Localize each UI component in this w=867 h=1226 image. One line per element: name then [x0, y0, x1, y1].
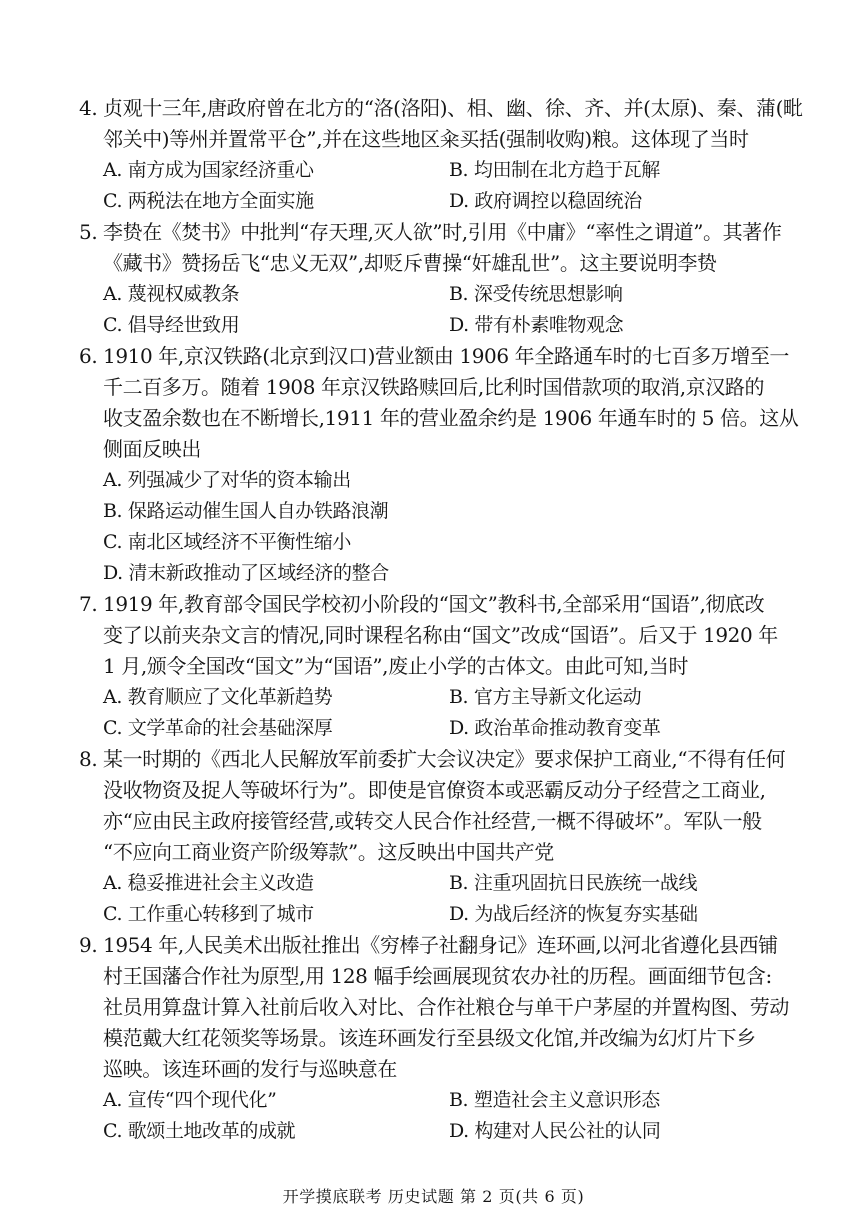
- question-6-text-line-3: 收支盈余数也在不断增长,1911 年的营业盈余约是 1906 年通车时的 5 倍。这从: [103, 406, 799, 430]
- question-9-option-c[interactable]: C. 歌颂土地改革的成就: [103, 1120, 296, 1142]
- question-8-option-d[interactable]: D. 为战后经济的恢复夯实基础: [449, 903, 698, 925]
- question-9-option-b[interactable]: B. 塑造社会主义意识形态: [449, 1089, 660, 1111]
- page-footer: 开学摸底联考 历史试题 第 2 页(共 6 页): [282, 1187, 585, 1206]
- question-6-option-b[interactable]: B. 保路运动催生国人自办铁路浪潮: [103, 500, 389, 522]
- question-6-option-c[interactable]: C. 南北区域经济不平衡性缩小: [103, 531, 351, 553]
- question-4-option-a[interactable]: A. 南方成为国家经济重心: [103, 159, 314, 181]
- question-4-option-b[interactable]: B. 均田制在北方趋于瓦解: [449, 159, 660, 181]
- question-9-number: 9.: [79, 933, 98, 957]
- question-9-text-line-4: 模范戴大红花领奖等场景。该连环画发行至县级文化馆,并改编为幻灯片下乡: [103, 1026, 756, 1050]
- question-7-option-d[interactable]: D. 政治革命推动教育变革: [449, 717, 661, 739]
- question-5-text-line-1: 李贽在《焚书》中批判“存天理,灭人欲”时,引用《中庸》“率性之谓道”。其著作: [103, 220, 782, 244]
- question-4-text-line-1: 贞观十三年,唐政府曾在北方的“洛(洛阳)、相、幽、徐、齐、并(太原)、秦、蒲(毗: [103, 96, 803, 120]
- question-6-text-line-1: 1910 年,京汉铁路(北京到汉口)营业额由 1906 年全路通车时的七百多万增至一: [103, 344, 790, 368]
- question-7-option-a[interactable]: A. 教育顺应了文化革新趋势: [103, 686, 333, 708]
- question-9-text-line-5: 巡映。该连环画的发行与巡映意在: [103, 1057, 397, 1081]
- question-6-option-d[interactable]: D. 清末新政推动了区域经济的整合: [103, 562, 389, 584]
- question-6-text-line-4: 侧面反映出: [103, 437, 201, 461]
- question-7-number: 7.: [79, 592, 98, 616]
- question-8-option-a[interactable]: A. 稳妥推进社会主义改造: [103, 872, 314, 894]
- question-7-text-line-3: 1 月,颁令全国改“国文”为“国语”,废止小学的古体文。由此可知,当时: [103, 654, 689, 678]
- question-9-text-line-3: 社员用算盘计算入社前后收入对比、合作社粮仓与单干户茅屋的并置构图、劳动: [103, 995, 789, 1019]
- question-6-number: 6.: [79, 344, 98, 368]
- question-8-text-line-3: 亦“应由民主政府接管经营,或转交人民合作社经营,一概不得破坏”。军队一般: [103, 809, 762, 833]
- question-4-text-line-2: 邻关中)等州并置常平仓”,并在这些地区籴买括(强制收购)粮。这体现了当时: [103, 127, 749, 151]
- question-7-option-b[interactable]: B. 官方主导新文化运动: [449, 686, 642, 708]
- question-5-option-c[interactable]: C. 倡导经世致用: [103, 314, 240, 336]
- question-9-text-line-1: 1954 年,人民美术出版社推出《穷棒子社翻身记》连环画,以河北省遵化县西铺: [103, 933, 778, 957]
- question-8-text-line-1: 某一时期的《西北人民解放军前委扩大会议决定》要求保护工商业,“不得有任何: [103, 747, 786, 771]
- question-5-text-line-2: 《藏书》赞扬岳飞“忠义无双”,却贬斥曹操“奸雄乱世”。这主要说明李贽: [103, 251, 717, 275]
- question-9-option-a[interactable]: A. 宣传“四个现代化”: [103, 1089, 277, 1111]
- question-6-option-a[interactable]: A. 列强减少了对华的资本输出: [103, 469, 351, 491]
- question-8-text-line-4: “不应向工商业资产阶级筹款”。这反映出中国共产党: [103, 840, 554, 864]
- question-6-text-line-2: 千二百多万。随着 1908 年京汉铁路赎回后,比利时国借款项的取消,京汉路的: [103, 375, 765, 399]
- question-7-option-c[interactable]: C. 文学革命的社会基础深厚: [103, 717, 333, 739]
- question-8-text-line-2: 没收物资及捉人等破坏行为”。即使是官僚资本或恶霸反动分子经营之工商业,: [103, 778, 766, 802]
- question-7-text-line-2: 变了以前夹杂文言的情况,同时课程名称由“国文”改成“国语”。后又于 1920 年: [103, 623, 778, 647]
- question-8-option-b[interactable]: B. 注重巩固抗日民族统一战线: [449, 872, 698, 894]
- question-8-number: 8.: [79, 747, 98, 771]
- question-5-option-a[interactable]: A. 蔑视权威教条: [103, 283, 240, 305]
- question-8-option-c[interactable]: C. 工作重心转移到了城市: [103, 903, 314, 925]
- question-9-text-line-2: 村王国藩合作社为原型,用 128 幅手绘画展现贫农办社的历程。画面细节包含:: [103, 964, 772, 988]
- question-7-text-line-1: 1919 年,教育部令国民学校初小阶段的“国文”教科书,全部采用“国语”,彻底改: [103, 592, 765, 616]
- question-5-option-d[interactable]: D. 带有朴素唯物观念: [449, 314, 624, 336]
- question-9-option-d[interactable]: D. 构建对人民公社的认同: [449, 1120, 661, 1142]
- question-4-number: 4.: [79, 96, 98, 120]
- question-5-number: 5.: [79, 220, 98, 244]
- question-5-option-b[interactable]: B. 深受传统思想影响: [449, 283, 623, 305]
- question-4-option-c[interactable]: C. 两税法在地方全面实施: [103, 190, 314, 212]
- question-4-option-d[interactable]: D. 政府调控以稳固统治: [449, 190, 642, 212]
